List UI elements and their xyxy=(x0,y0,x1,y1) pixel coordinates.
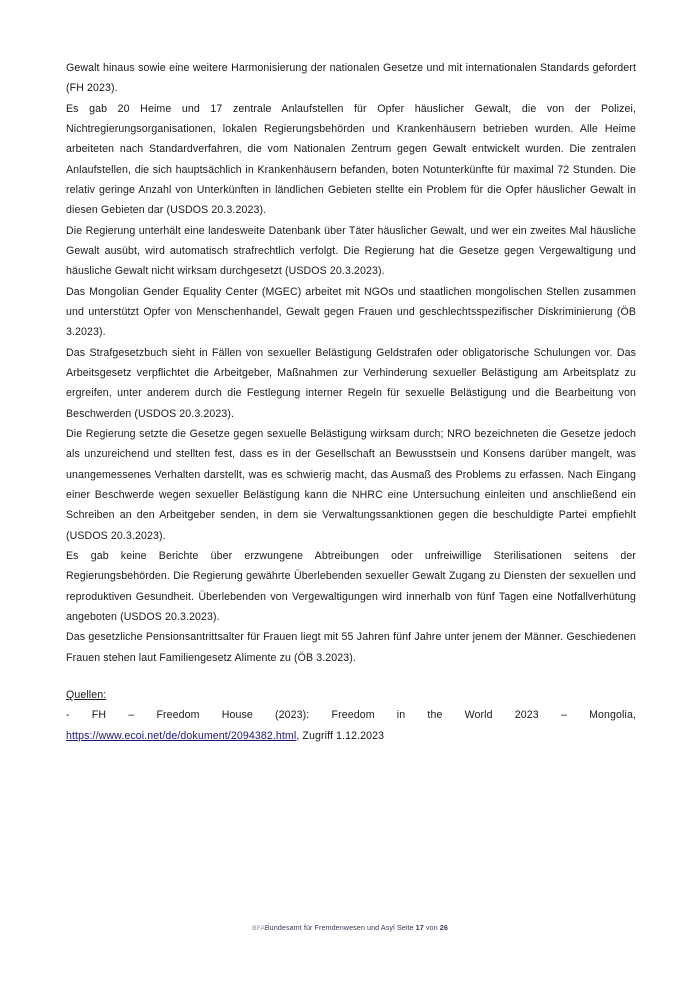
source-citation: - FH – Freedom House (2023): Freedom in the World 2023 – Mongolia, xyxy=(66,709,636,722)
footer-page-total: 26 xyxy=(439,923,448,932)
source-link[interactable]: https://www.ecoi.net/de/dokument/2094382.html xyxy=(66,729,297,742)
footer-page-current: 17 xyxy=(415,923,424,932)
paragraph: Die Regierung unterhält eine landesweite Datenbank über Täter häuslicher Gewalt, und wer ein zweites Mal häusliche Gewalt ausübt, wird automatisch strafrechtlich verfolgt. Die Regierung hat die Gesetze gegen Vergewaltigung und häusliche Gewalt nicht wirksam durchgesetzt (USDOS 20.3.2023). xyxy=(66,224,636,278)
paragraph: Es gab keine Berichte über erzwungene Abtreibungen oder unfreiwillige Sterilisationen seitens der Regierungsbehörden. Die Regierung gewährte Überlebenden sexueller Gewalt Zugang zu Diensten der sexuellen und reproduktiven Gesundheit. Überlebenden von Vergewaltigungen wird innerhalb von fünf Tagen eine Notfallverhütung angeboten (USDOS 20.3.2023). xyxy=(66,549,636,623)
footer-page-separator: von xyxy=(423,923,440,932)
sources-heading: Quellen: xyxy=(66,688,107,701)
footer-bfa-label: BFA xyxy=(252,925,265,932)
footer-text: Bundesamt für Fremdenwesen und Asyl Seite xyxy=(264,923,416,932)
source-entry xyxy=(66,705,636,746)
paragraph: Es gab 20 Heime und 17 zentrale Anlaufstellen für Opfer häuslicher Gewalt, die von der Polizei, Nichtregierungsorganisationen, lokalen Regierungsbehörden und Krankenhäusern betrieben wurden. Alle Heime arbeiteten nach Standardverfahren, die vom Nationalen Zentrum gegen Gewalt entwickelt wurden. Die zentralen Anlaufstellen, die sich hauptsächlich in Krankenhäusern befanden, boten Notunterkünfte für maximal 72 Stunden. Die relativ geringe Anzahl von Unterkünften in ländlichen Gebieten stellte ein Problem für die Opfer häuslicher Gewalt in diesen Gebieten dar (USDOS 20.3.2023). xyxy=(66,102,636,217)
source-access-date: , Zugriff 1.12.2023 xyxy=(296,729,385,742)
paragraph: Das gesetzliche Pensionsantrittsalter für Frauen liegt mit 55 Jahren fünf Jahre unter jenem der Männer. Geschiedenen Frauen stehen laut Familiengesetz Alimente zu (ÖB 3.2023). xyxy=(66,631,636,664)
page-footer xyxy=(0,923,700,932)
paragraph: Die Regierung setzte die Gesetze gegen sexuelle Belästigung wirksam durch; NRO bezeichneten die Gesetze jedoch als unzureichend und stellten fest, dass es in der Gesellschaft an Bewusstsein und Konsens darüber mangelt, was unangemessenes Verhalten darstellt, was es schwierig macht, das Ausmaß des Problems zu erfassen. Nach Eingang einer Beschwerde wegen sexueller Belästigung kann die NHRC eine Untersuchung einleiten und anschließend ein Schreiben an den Arbeitgeber senden, in dem sie Verwaltungssanktionen gegen die beschuldigte Partei empfiehlt (USDOS 20.3.2023). xyxy=(66,427,636,542)
paragraph: Das Mongolian Gender Equality Center (MGEC) arbeitet mit NGOs und staatlichen mongolischen Stellen zusammen und unterstützt Opfer von Menschenhandel, Gewalt gegen Frauen und geschlechtsspezifischer Diskriminierung (ÖB 3.2023). xyxy=(66,285,636,339)
paragraph: Gewalt hinaus sowie eine weitere Harmonisierung der nationalen Gesetze und mit internationalen Standards gefordert (FH 2023). xyxy=(66,62,636,95)
document-body xyxy=(66,58,636,746)
paragraph: Das Strafgesetzbuch sieht in Fällen von sexueller Belästigung Geldstrafen oder obligatorische Schulungen vor. Das Arbeitsgesetz verpflichtet die Arbeitgeber, Maßnahmen zur Verhinderung sexueller Belästigung am Arbeitsplatz zu ergreifen, unter anderem durch die Festlegung interner Regeln für sexuelle Belästigung und die Bearbeitung von Beschwerden (USDOS 20.3.2023). xyxy=(66,346,636,420)
